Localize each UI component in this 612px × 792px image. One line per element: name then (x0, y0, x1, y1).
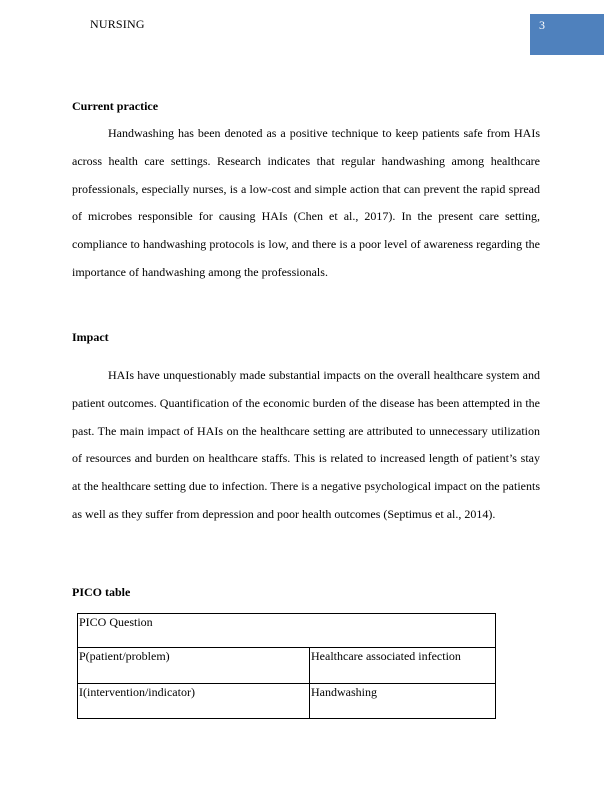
heading-current-practice: Current practice (72, 99, 159, 113)
pico-question-cell: PICO Question (78, 614, 496, 648)
pico-label-cell: P(patient/problem) (78, 648, 310, 684)
pico-value-cell: Healthcare associated infection (310, 648, 496, 684)
pico-label-cell: I(intervention/indicator) (78, 684, 310, 719)
page-number-box (530, 14, 604, 55)
table-row (78, 648, 496, 684)
pico-value-cell: Handwashing (310, 684, 496, 719)
heading-impact: Impact (72, 330, 109, 344)
page-number: 3 (539, 18, 545, 32)
pico-table (77, 613, 496, 719)
heading-pico-table: PICO table (72, 585, 131, 599)
paragraph-current-practice: Handwashing has been denoted as a positive technique to keep patients safe from HAIs across health care settings. Research indicates that regular handwashing among healthcare professionals, especially nurses, is a low-cost and simple action that can prevent the rapid spread of microbes responsible for causing HAIs (Chen et al., 2017). In the present care setting, compliance to handwashing protocols is low, and there is a poor level of awareness regarding the importance of handwashing among the professionals. (72, 126, 540, 279)
table-row (78, 614, 496, 648)
running-head: NURSING (90, 17, 145, 31)
table-row (78, 684, 496, 719)
paragraph-impact: HAIs have unquestionably made substantial impacts on the overall healthcare system and patient outcomes. Quantification of the economic burden of the disease has been attempted in the past. The main impact of HAIs on the healthcare setting are attributed to unnecessary utilization of resources and burden on healthcare staffs. This is related to increased length of patient’s stay at the healthcare setting due to infection. There is a negative psychological impact on the patients as well as they suffer from depression and poor health outcomes (Septimus et al., 2014). (72, 368, 540, 521)
